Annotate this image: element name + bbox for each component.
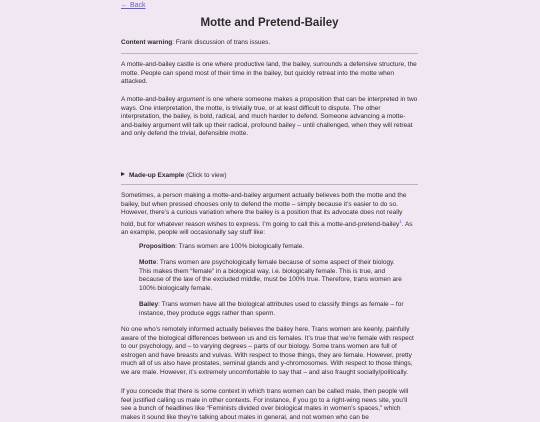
- quote-bailey: Bailey: Trans women have all the biological attributes used to classify things as female – for instance, they produce eggs rather than sperm.: [139, 301, 404, 317]
- divider: [121, 184, 418, 185]
- paragraph-pretend-bailey: Sometimes, a person making a motte-and-bailey argument actually believes both the motte and the bailey, but when pressed chooses only to defend the motte – simply because it’s easier to do so. However, there’s a curious variation where the bailey is a position that its advocate does not really hold, but for whatever reason wishes to express. I’m going to call this a motte-and-pretend-bailey$^1$. As an example, people will occasionally say stuff like:: [121, 192, 413, 237]
- back-link[interactable]: ← Back: [121, 2, 146, 9]
- details-hint: (Click to view): [184, 172, 227, 179]
- divider: [121, 53, 418, 54]
- quote-proposition: Proposition: Trans women are 100% biologically female.: [139, 243, 305, 250]
- paragraph-motte-bailey-argument: A motte-and-bailey argument is one where someone makes a proposition that can be interpreted in two ways. One interpretation, the motte, is trivially true, or at least difficult to dispute. The other interpretation, the bailey, is bold, radical, and much harder to defend. Someone advancing a motte-and-bailey argument will talk up their radical, profound bailey – until challenged, when they will retreat and only defend the trivial, defensible motte.: [121, 96, 418, 137]
- paragraph-biological-differences: No one who’s remotely informed actually believes the bailey here. Trans women are keenly, painfully aware of the biological differences between us and cis females. It’s true that we’re female with respect to our psychology, and – to varying degrees – parts of our biology. Some trans women are full of estrogen and have breasts and vulvas. With respect to those things, they are female. However, pretty much all of us also have prostates, seminal glands and y-chromosomes. With respect to those things, we are male. However, it’s extremely uncomfortable to say that – and also fraught socially/politically.: [121, 326, 414, 376]
- details-summary-label: Made-up Example: [129, 172, 185, 179]
- made-up-example-toggle[interactable]: [121, 172, 227, 179]
- footnote-link[interactable]: 1: [399, 218, 402, 224]
- page-title: Motte and Pretend-Bailey: [200, 17, 339, 29]
- content-warning-label: Content warning: [121, 39, 173, 46]
- paragraph-context: If you concede that there is some context in which trans women can be called male, then people will feel justified calling us male in other contexts. For instance, if you go to a right-wing news site, you’ll see a bunch of headlines like “Feminists divided over biological males in women’s spaces,” which makes it sound like they’re talking about males in general, and not women who can be: [121, 388, 409, 421]
- paragraph-motte-bailey-castle: A motte-and-bailey castle is one where productive land, the bailey, surrounds a defensive structure, the motte. People can spend most of their time in the bailey, but quickly retreat into the motte when attacked.: [121, 61, 417, 85]
- disclosure-triangle-icon: [121, 172, 125, 176]
- content-warning-text: : Frank discussion of trans issues.: [172, 39, 271, 46]
- content-warning: [121, 39, 270, 46]
- quote-motte: Motte: Trans women are psychologically female because of some aspect of their biology. This makes them “female” in a biological way, i.e. biologically female. This is true, and because of the law of the excluded middle, must be 100% true. Therefore, trans women are 100% biologically female.: [139, 259, 402, 292]
